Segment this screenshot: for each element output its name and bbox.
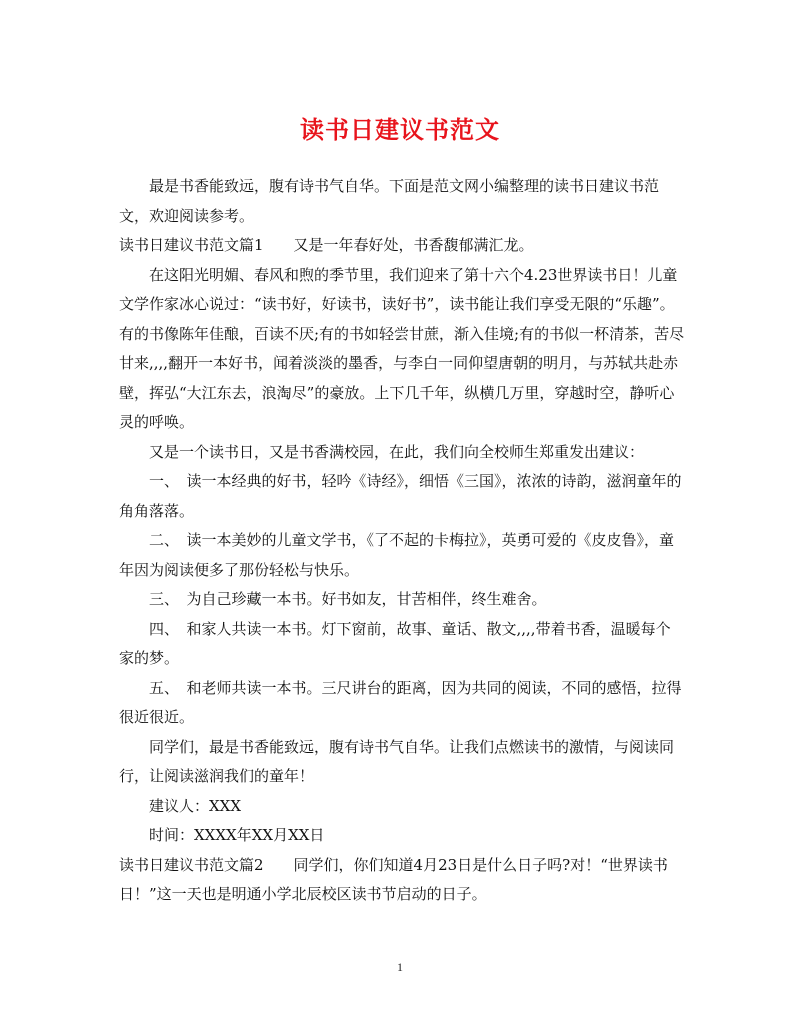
document-body [119, 172, 685, 910]
proposal-item-3: 三、 为自己珍藏一本书。好书如友，甘苦相伴，终生难舍。 [149, 590, 547, 608]
date-line: 时间：XXXX年XX月XX日 [149, 826, 325, 844]
proposal-item-5: 五、 和老师共读一本书。三尺讲台的距离，因为共同的阅读，不同的感悟，拉得很近很近。 [119, 678, 682, 726]
page-number: 1 [397, 960, 403, 974]
paragraph-proposal-intro: 又是一个读书日，又是书香满校园，在此，我们向全校师生郑重发出建议： [149, 442, 645, 461]
proposal-item-1: 一、 读一本经典的好书，轻吟《诗经》，细悟《三国》，浓浓的诗韵，滋润童年的角角落落。 [119, 472, 682, 520]
proposer-line: 建议人：XXX [149, 796, 242, 815]
paragraph-intro: 最是书香能致远，腹有诗书气自华。下面是范文网小编整理的读书日建议书范文，欢迎阅读参考。 [119, 177, 660, 225]
proposal-item-4: 四、 和家人共读一本书。灯下窗前，故事、童话、散文,,,,带着书香，温暖每个家的梦。 [119, 619, 671, 667]
proposal-item-2: 二、 读一本美妙的儿童文学书，《了不起的卡梅拉》，英勇可爱的《皮皮鲁》，童年因为阅读便多了那份轻松与快乐。 [119, 531, 675, 579]
document-title: 读书日建议书范文 [300, 115, 500, 144]
paragraph-world-book-day: 在这阳光明媚、春风和煦的季节里，我们迎来了第十六个4.23世界读书日！儿童文学作家冰心说过：“读书好，好读书，读好书”，读书能让我们享受无限的“乐趣”。有的书像陈年佳酿，百读不厌;有的书如轻尝甘蔗，渐入佳境;有的书似一杯清茶，苦尽甘来,,,,翻开一本好书，闻着淡淡的墨香，与李白一同仰望唐朝的明月，与苏轼共赴赤壁，挥弘“大江东去，浪淘尽”的豪放。上下几千年，纵横几万里，穿越时空，静听心灵的呼唤。 [119, 265, 685, 431]
paragraph-section-1-heading: 读书日建议书范文篇1 又是一年春好处，书香馥郁满汇龙。 [119, 236, 534, 254]
paragraph-section-2: 读书日建议书范文篇2 同学们，你们知道4月23日是什么日子吗?对！“世界读书日！”这一天也是明通小学北辰校区读书节启动的日子。 [119, 855, 668, 903]
paragraph-closing: 同学们，最是书香能致远，腹有诗书气自华。让我们点燃读书的激情，与阅读同行，让阅读滋润我们的童年！ [119, 737, 675, 785]
